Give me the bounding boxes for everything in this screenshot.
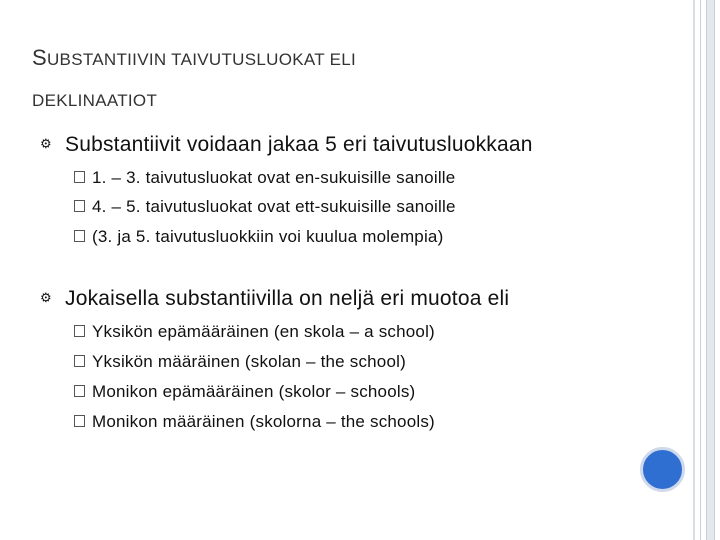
sub-bullet-text: (3. ja 5. taivutusluokkiin voi kuulua molempia) — [92, 227, 444, 246]
gear-bullet-icon: ⚙ — [40, 290, 52, 305]
checkbox-bullet-icon — [74, 325, 85, 337]
sub-bullet-text: 1. – 3. taivutusluokat ovat en-sukuisille sanoille — [92, 168, 456, 187]
bullet-text: Substantiivit voidaan jakaa 5 eri taivutusluokkaan — [65, 133, 533, 156]
sub-bullet-text: Yksikön epämääräinen (en skola – a school) — [92, 322, 435, 341]
decorative-stripe — [700, 0, 701, 540]
checkbox-bullet-icon — [74, 385, 85, 397]
sub-bullet-text: Yksikön määräinen (skolan – the school) — [92, 352, 406, 371]
sub-bullet-text: Monikon epämääräinen (skolor – schools) — [92, 382, 416, 401]
bullet-text: Jokaisella substantiivilla on neljä eri muotoa eli — [65, 287, 510, 310]
checkbox-bullet-icon — [74, 200, 85, 212]
title-line2: DEKLINAATIOT — [32, 91, 158, 110]
checkbox-bullet-icon — [74, 415, 85, 427]
slide-title — [32, 38, 672, 122]
gear-bullet-icon: ⚙ — [40, 136, 52, 151]
title-line1: UBSTANTIIVIN TAIVUTUSLUOKAT ELI — [46, 50, 357, 69]
checkbox-bullet-icon — [74, 355, 85, 367]
checkbox-bullet-icon — [74, 171, 85, 183]
decorative-stripe — [706, 0, 715, 540]
decorative-stripe — [693, 0, 695, 540]
sub-bullet-text: Monikon määräinen (skolorna – the schools) — [92, 412, 435, 431]
decorative-circle — [640, 447, 685, 492]
checkbox-bullet-icon — [74, 230, 85, 242]
title-first-letter: S — [32, 45, 47, 70]
sub-bullet-text: 4. – 5. taivutusluokat ovat ett-sukuisille sanoille — [92, 197, 456, 216]
